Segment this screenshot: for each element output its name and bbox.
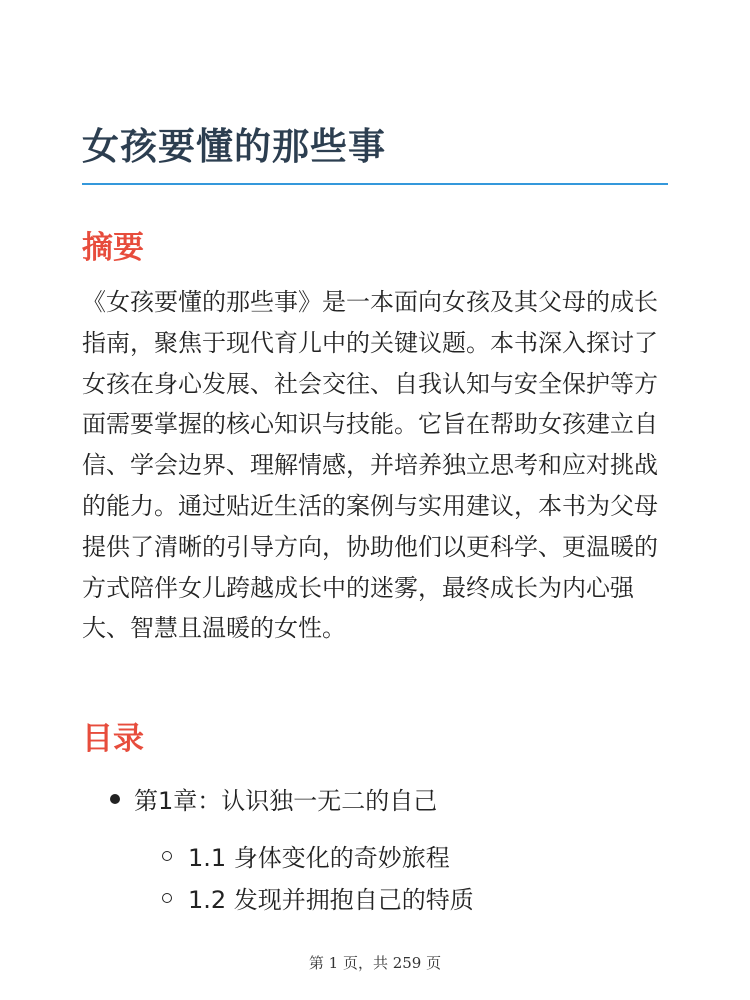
abstract-heading: 摘要 — [82, 230, 144, 266]
toc-section-label: 1.2 发现并拥抱自己的特质 — [188, 886, 474, 914]
page-number: 第 1 页，共 259 页 — [308, 954, 442, 972]
circle-bullet-icon — [162, 893, 172, 903]
page-footer — [0, 952, 750, 973]
toc-chapter-label: 第1章：认识独一无二的自己 — [134, 787, 438, 815]
toc-chapter-1[interactable] — [110, 781, 437, 816]
toc-section-1-2[interactable] — [162, 880, 474, 915]
book-title: 女孩要懂的那些事 — [82, 125, 386, 168]
title-divider — [82, 183, 668, 185]
disc-bullet-icon — [110, 794, 120, 804]
abstract-body: 《女孩要懂的那些事》是一本面向女孩及其父母的成长指南，聚焦于现代育儿中的关键议题。本书深入探讨了女孩在身心发展、社会交往、自我认知与安全保护等方面需要掌握的核心知识与技能。它旨在帮助女孩建立自信、学会边界、理解情感，并培养独立思考和应对挑战的能力。通过贴近生活的案例与实用建议，本书为父母提供了清晰的引导方向，协助他们以更科学、更温暖的方式陪伴女儿跨越成长中的迷雾，最终成长为内心强大、智慧且温暖的女性。 — [82, 288, 658, 643]
toc-section-1-1[interactable] — [162, 838, 450, 873]
toc-section-label: 1.1 身体变化的奇妙旅程 — [188, 844, 450, 872]
toc-heading: 目录 — [82, 721, 144, 757]
circle-bullet-icon — [162, 851, 172, 861]
